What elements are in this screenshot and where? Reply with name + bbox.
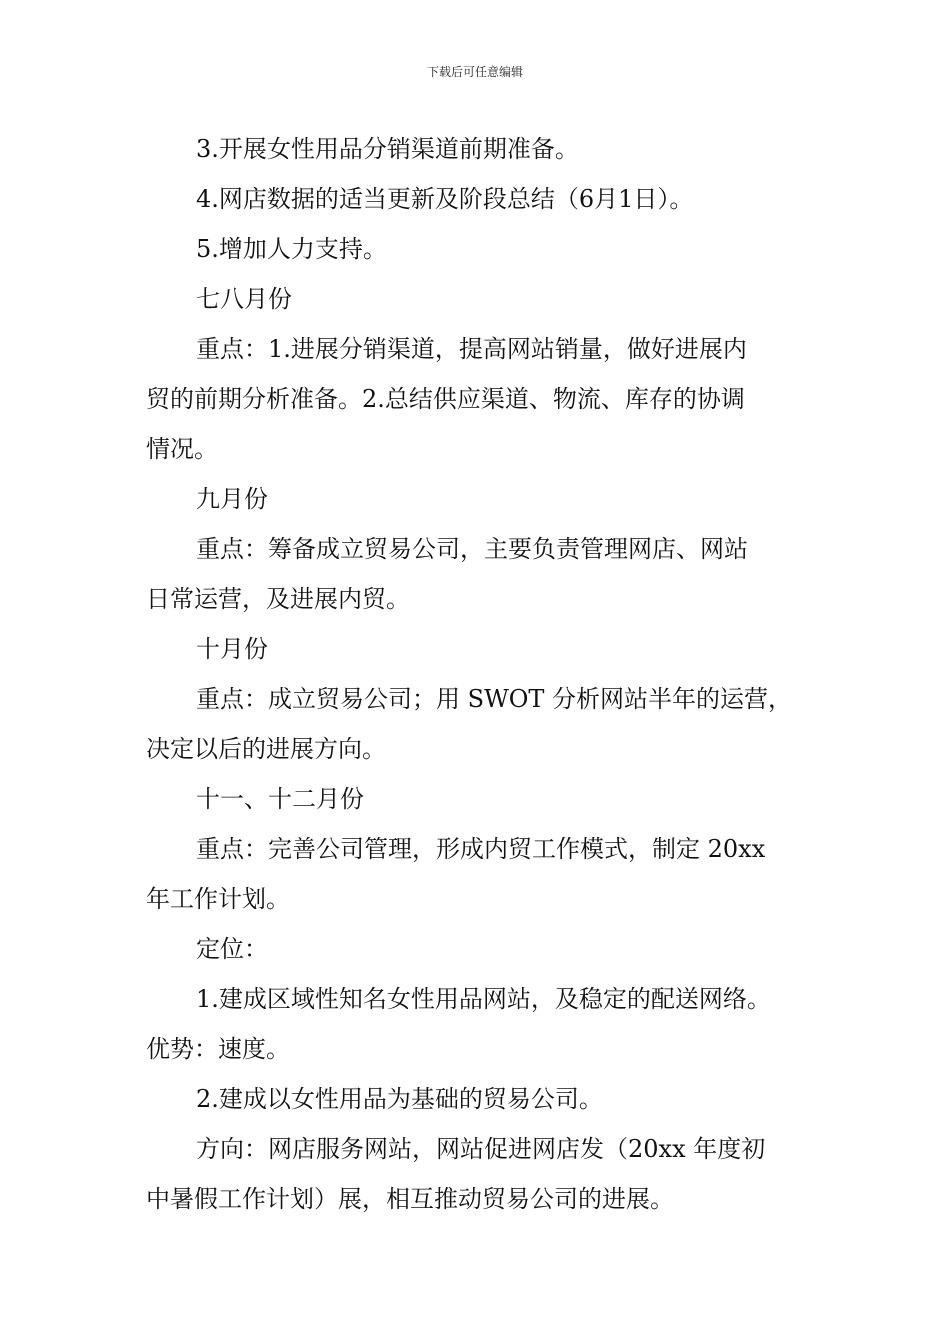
- text-line: 中暑假工作计划）展，相互推动贸易公司的进展。: [146, 1185, 674, 1213]
- text-line: 2.建成以女性用品为基础的贸易公司。: [196, 1085, 603, 1113]
- section-heading: 十月份: [196, 635, 268, 663]
- text-line: 日常运营，及进展内贸。: [146, 585, 410, 613]
- section-heading: 十一、十二月份: [196, 785, 364, 813]
- text-line: 重点：完善公司管理，形成内贸工作模式，制定 20xx: [196, 835, 766, 863]
- text-line: 4.网店数据的适当更新及阶段总结（6月1日）。: [196, 185, 694, 213]
- text-line: 方向：网店服务网站，网站促进网店发（20xx 年度初: [196, 1135, 766, 1163]
- text-line: 重点：1.进展分销渠道，提高网站销量，做好进展内: [196, 335, 747, 363]
- document-body: [146, 124, 810, 1224]
- text-line: 年工作计划。: [146, 885, 290, 913]
- section-heading: 定位：: [196, 935, 268, 963]
- text-line: 5.增加人力支持。: [196, 235, 387, 263]
- text-line: 决定以后的进展方向。: [146, 735, 386, 763]
- section-heading: 九月份: [196, 485, 268, 513]
- text-line: 贸的前期分析准备。2.总结供应渠道、物流、库存的协调: [146, 385, 745, 413]
- text-line: 重点：筹备成立贸易公司，主要负责管理网店、网站: [196, 535, 748, 563]
- text-line: 1.建成区域性知名女性用品网站，及稳定的配送网络。: [196, 985, 771, 1013]
- text-line: 优势：速度。: [146, 1035, 290, 1063]
- section-heading: 七八月份: [196, 285, 292, 313]
- text-line: 重点：成立贸易公司；用 SWOT 分析网站半年的运营，: [196, 685, 793, 713]
- page-header-note: 下载后可任意编辑: [426, 65, 523, 79]
- text-line: 情况。: [146, 435, 218, 463]
- text-line: 3.开展女性用品分销渠道前期准备。: [196, 135, 579, 163]
